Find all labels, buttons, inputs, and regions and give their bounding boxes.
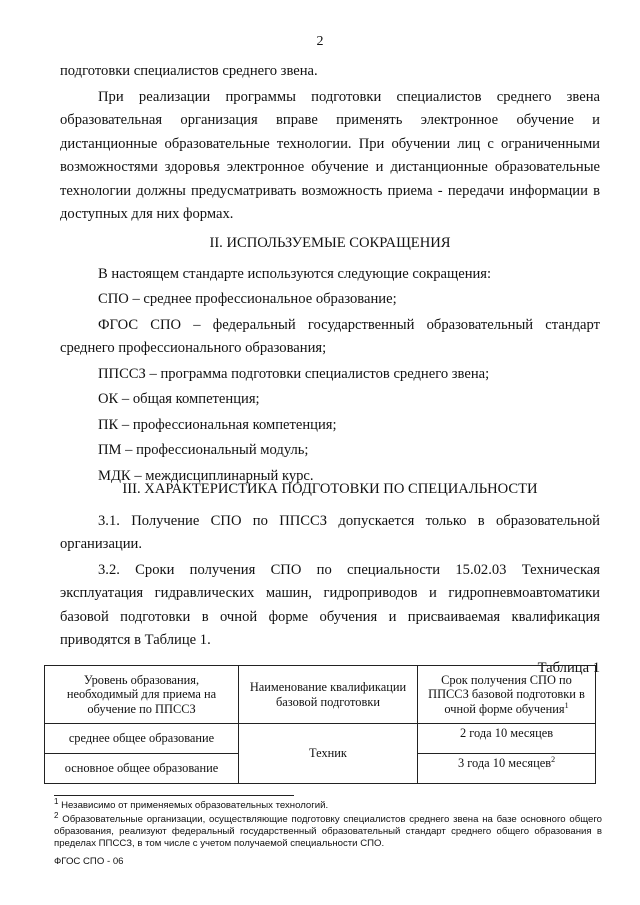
footer-code: ФГОС СПО - 06 (54, 856, 124, 867)
footnote-ref-1: 1 (564, 700, 569, 710)
abbreviation-item: ППССЗ – программа подготовки специалистов среднего звена; (98, 365, 490, 382)
footnote-divider (54, 795, 294, 796)
header-level: Уровень образования, необходимый для приема на обучение по ППССЗ (45, 666, 239, 724)
paragraph-3-2: 3.2. Сроки получения СПО по специальности 15.02.03 Техническая эксплуатация гидравлических машин, гидроприводов и гидропневмоавтоматики базовой подготовки в очной форме обучения и присваиваемая квалификация приводятся в Таблице 1. (60, 561, 600, 648)
footnote-ref-2: 2 (551, 754, 556, 764)
table-wrapper (44, 665, 596, 784)
footnotes (54, 795, 602, 868)
intro-continuation: подготовки специалистов среднего звена. (60, 63, 318, 79)
page-number: 2 (316, 34, 324, 49)
abbreviation-item: ПК – профессиональная компетенция; (98, 416, 337, 433)
footnote-2 (54, 810, 602, 850)
header-qualification: Наименование квалификации базовой подготовки (239, 666, 418, 724)
table-caption: Таблица 1 (537, 659, 600, 676)
intro-paragraph: При реализации программы подготовки специалистов среднего звена образовательная организация вправе применять электронное обучение и дистанционные образовательные технологии. При обучении лиц с ограниченными возможностями здоровья электронное обучение и дистанционные образовательные технологии должны предусматривать возможность приема - передачи информации в доступных для них формах. (60, 88, 600, 222)
section-3-title: III. ХАРАКТЕРИСТИКА ПОДГОТОВКИ ПО СПЕЦИАЛЬНОСТИ (122, 481, 538, 497)
header-term-text: Срок получения СПО по ППССЗ базовой подготовки в очной форме обучения (428, 672, 585, 716)
table-header-row (45, 666, 596, 724)
abbreviation-item: СПО – среднее профессиональное образование; (98, 291, 397, 307)
footnote-1 (54, 796, 602, 812)
row-level: основное общее образование (45, 754, 239, 784)
footnote-text: Образовательные организации, осуществляющие подготовку специалистов среднего звена на базе основного общего образования, реализуют федеральный государственный образовательный стандарт среднего общего образования в пределах ППССЗ, в том числе с учетом получаемой специальности СПО. (54, 814, 602, 849)
footnote-text: Независимо от применяемых образовательных технологий. (58, 800, 329, 811)
intro-block (60, 60, 600, 227)
row-term-text: 2 года 10 месяцев (459, 726, 554, 740)
row-term (418, 724, 596, 754)
abbreviations-intro: В настоящем стандарте используются следующие сокращения: (98, 265, 492, 282)
section-abbreviations (60, 232, 600, 488)
abbreviation-item: МДК – междисциплинарный курс. (98, 467, 314, 484)
section-2-title: II. ИСПОЛЬЗУЕМЫЕ СОКРАЩЕНИЯ (209, 235, 451, 251)
row-term (418, 754, 596, 784)
footnote-mark: 1 (54, 796, 59, 806)
abbreviation-item: ПМ – профессиональный модуль; (98, 442, 309, 458)
abbreviation-item: ФГОС СПО – федеральный государственный образовательный стандарт среднего профессионального образования; (60, 316, 600, 356)
section-characteristics (60, 478, 600, 680)
paragraph-3-1: 3.1. Получение СПО по ППССЗ допускается только в образовательной организации. (60, 512, 600, 552)
row-term-text: 3 года 10 месяцев (457, 756, 552, 770)
abbreviation-item: ОК – общая компетенция; (98, 391, 260, 407)
qualification-table (44, 665, 596, 784)
qualification-cell: Техник (239, 724, 418, 784)
header-term (418, 666, 596, 724)
table-row (45, 724, 596, 754)
row-level: среднее общее образование (45, 724, 239, 754)
footnote-mark: 2 (54, 810, 59, 820)
